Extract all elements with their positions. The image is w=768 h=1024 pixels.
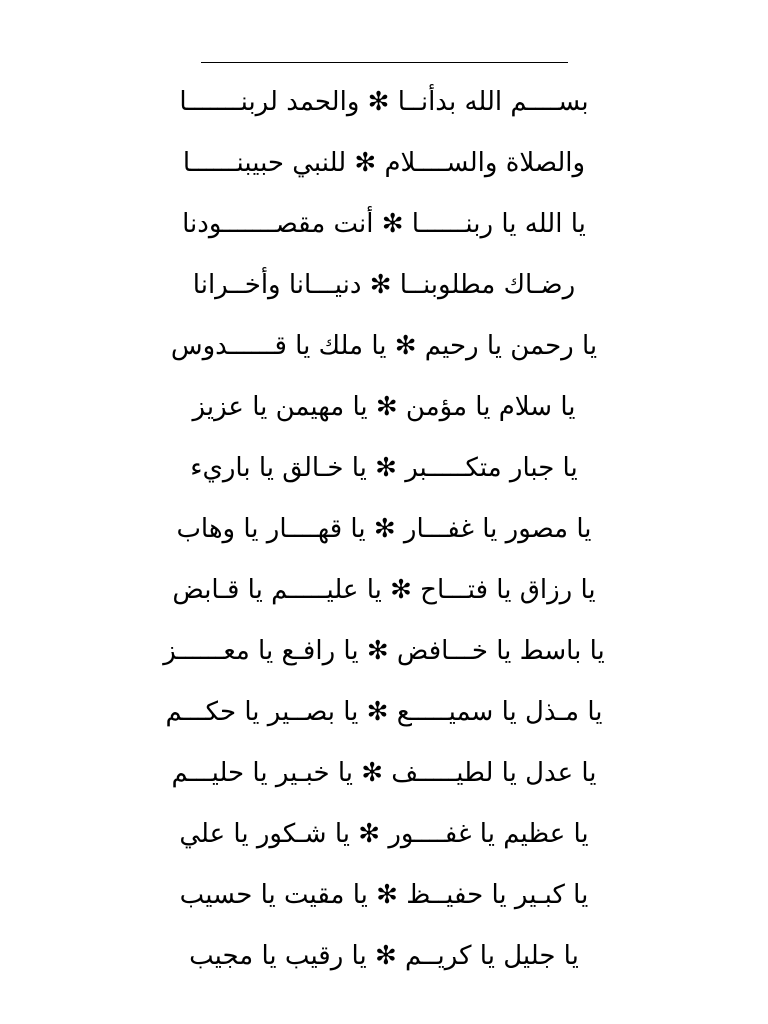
verse-line: يا كبـير يا حفيــظ ✻ يا مقيت يا حسيب — [179, 880, 589, 910]
verse-line: والصلاة والســــلام ✻ للنبي حبيبنــــــا — [182, 148, 586, 178]
verse-line: يا مـذل يا سميـــــع ✻ يا بصــير يا حكـــم — [165, 697, 603, 727]
verse-line: يا رزاق يا فتـــاح ✻ يا عليـــــم يا قـابض — [172, 575, 596, 605]
verse-line: يا الله يا ربنــــــا ✻ أنت مقصـــــــودنا — [182, 209, 586, 239]
verse-line: يا عدل يا لطيـــــف ✻ يا خبـير يا حليـــم — [171, 758, 597, 788]
verse-line: يا رحمن يا رحيم ✻ يا ملك يا قــــــدوس — [170, 331, 598, 361]
verse-line: يا جليل يا كريــم ✻ يا رقيب يا مجيب — [189, 941, 579, 971]
poem — [60, 72, 708, 987]
verse-line: يا باسط يا خـــافض ✻ يا رافـع يا معــــــز — [163, 636, 605, 666]
verse-line: يا مصور يا غفـــار ✻ يا قهــــار يا وهاب — [176, 514, 592, 544]
verse-line: يا جبار متكـــــبر ✻ يا خـالق يا باريء — [190, 453, 578, 483]
verse-line: رضـاك مطلوبنــا ✻ دنيـــانا وأخــرانا — [192, 270, 576, 300]
verse-line: بســــم الله بدأنــا ✻ والحمد لربنـــــــا — [179, 87, 589, 117]
top-rule-divider — [201, 62, 568, 63]
verse-line: يا عظيم يا غفــــور ✻ يا شـكور يا علي — [179, 819, 589, 849]
verse-line: يا سلام يا مؤمن ✻ يا مهيمن يا عزيز — [192, 392, 576, 422]
